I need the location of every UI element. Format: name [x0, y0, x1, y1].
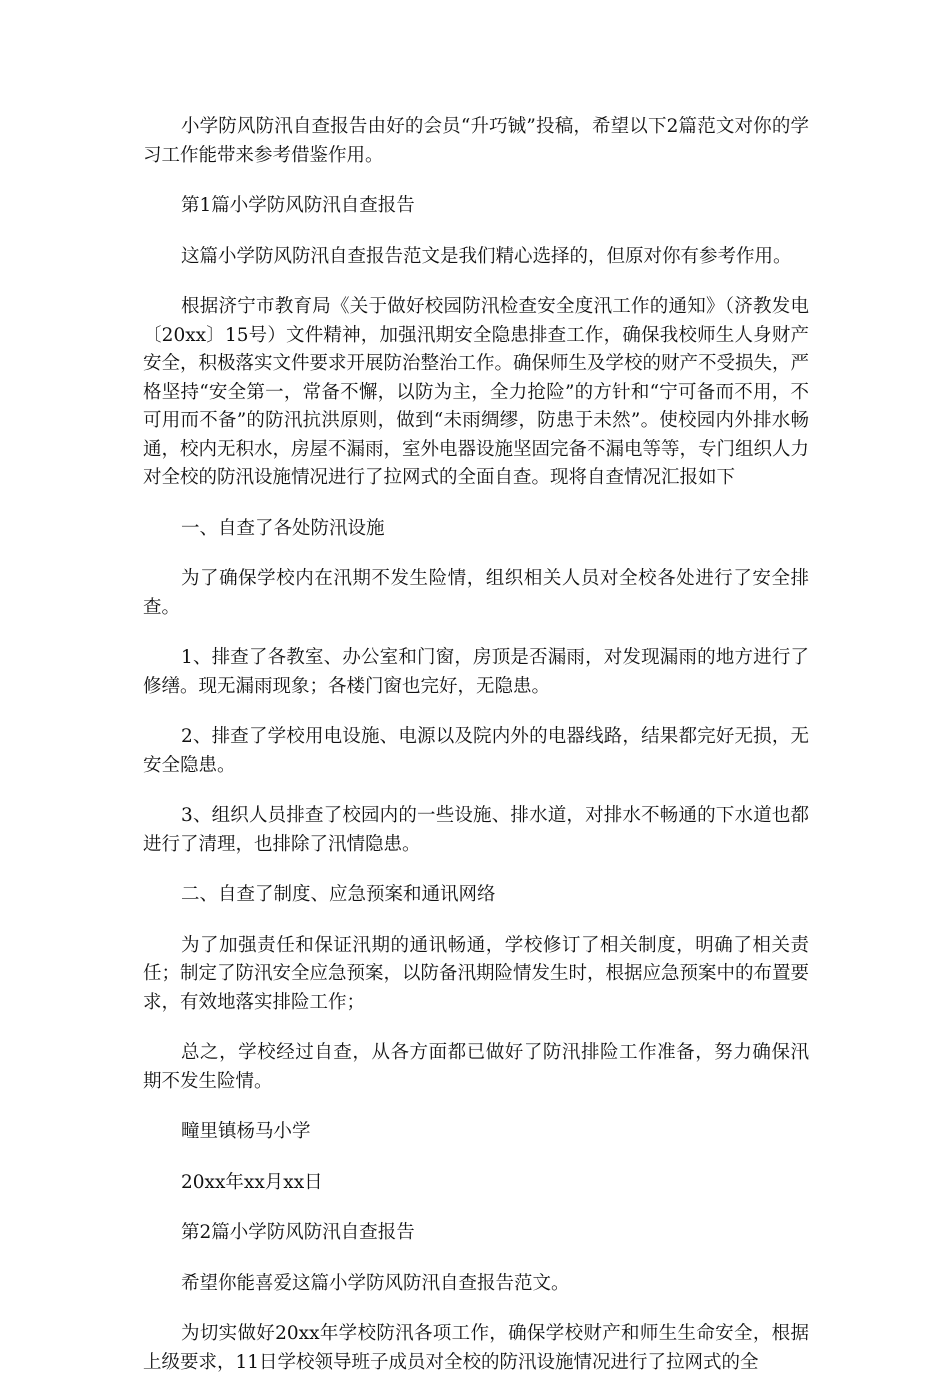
item-1-paragraph: 1、排查了各教室、办公室和门窗，房顶是否漏雨，对发现漏雨的地方进行了修缮。现无漏雨现象；各楼门窗也完好，无隐患。 — [143, 647, 809, 697]
item-3-paragraph: 3、组织人员排查了校园内的一些设施、排水道，对排水不畅通的下水道也都进行了清理，也排除了汛情隐患。 — [143, 805, 809, 855]
summary-paragraph: 总之，学校经过自查，从各方面都已做好了防汛排险工作准备，努力确保汛期不发生险情。 — [143, 1042, 809, 1092]
signature-school: 疃里镇杨马小学 — [181, 1121, 311, 1142]
article-2-heading: 第2篇小学防风防汛自查报告 — [181, 1222, 415, 1243]
intro-paragraph: 小学防风防汛自查报告由好的会员“升巧铖”投稿，希望以下2篇范文对你的学习工作能带来参考借鉴作用。 — [143, 116, 809, 166]
section-2-heading: 二、自查了制度、应急预案和通讯网络 — [181, 884, 496, 905]
section-1-heading: 一、自查了各处防汛设施 — [181, 517, 385, 539]
article-1-heading: 第1篇小学防风防汛自查报告 — [181, 195, 415, 216]
article-1-intro: 这篇小学防风防汛自查报告范文是我们精心选择的，但原对你有参考作用。 — [181, 245, 792, 267]
article-2-intro: 希望你能喜爱这篇小学防风防汛自查报告范文。 — [181, 1272, 570, 1294]
signature-date: 20xx年xx月xx日 — [181, 1171, 323, 1193]
section-2-paragraph: 为了加强责任和保证汛期的通讯畅通，学校修订了相关制度，明确了相关责任；制定了防汛安全应急预案，以防备汛期险情发生时，根据应急预案中的布置要求，有效地落实排险工作； — [143, 934, 810, 1013]
section-1-paragraph: 为了确保学校内在汛期不发生险情，组织相关人员对全校各处进行了安全排查。 — [143, 568, 809, 618]
article-1-main-paragraph: 根据济宁市教育局《关于做好校园防汛检查安全度汛工作的通知》（济教发电〔20xx〕15号）文件精神，加强汛期安全隐患排查工作，确保我校师生人身财产安全，积极落实文件要求开展防治整治工作。确保师生及学校的财产不受损失，严格坚持“安全第一，常备不懈，以防为主，全力抢险”的方针和“宁可备而不用，不可用而不备”的防汛抗洪原则，做到“未雨绸缪，防患于未然”。使校园内外排水畅通，校内无积水，房屋不漏雨，室外电器设施坚固完备不漏电等等，专门组织人力对全校的防汛设施情况进行了拉网式的全面自查。现将自查情况汇报如下 — [143, 296, 810, 488]
article-2-main-paragraph: 为切实做好20xx年学校防汛各项工作，确保学校财产和师生生命安全，根据上级要求，11日学校领导班子成员对全校的防汛设施情况进行了拉网式的全 — [143, 1323, 809, 1373]
document-body — [143, 113, 809, 1377]
item-2-paragraph: 2、排查了学校用电设施、电源以及院内外的电器线路，结果都完好无损，无安全隐患。 — [143, 726, 809, 776]
